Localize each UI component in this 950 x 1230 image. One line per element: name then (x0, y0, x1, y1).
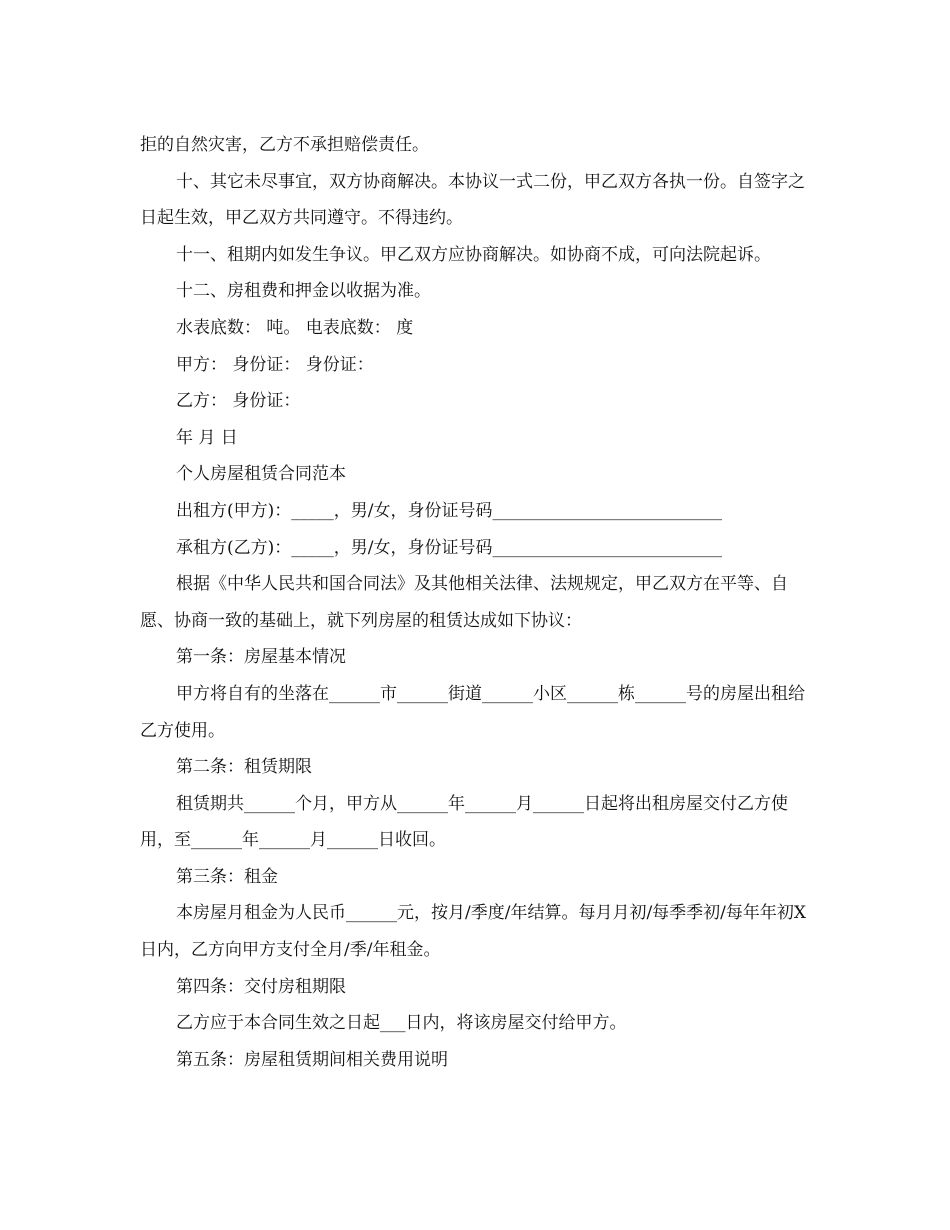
article-1-body: 甲方将自有的坐落在______市______街道______小区______栋______号的房屋出租给乙方使用。 (140, 683, 805, 741)
article-1-heading: 第一条：房屋基本情况 (176, 647, 346, 668)
lessor-line: 出租方(甲方)：_____，男/女，身份证号码___________________________ (176, 500, 722, 521)
party-a-signature-line: 甲方： 身份证： 身份证： (176, 354, 374, 375)
lessee-line: 承租方(乙方)：_____，男/女，身份证号码___________________________ (176, 537, 722, 558)
meter-readings-line: 水表底数： 吨。 电表底数： 度 (176, 317, 414, 338)
paragraph-clause-12: 十二、房租费和押金以收据为准。 (176, 281, 431, 302)
article-5-heading: 第五条：房屋租赁期间相关费用说明 (176, 1049, 448, 1070)
article-2-heading: 第二条：租赁期限 (176, 757, 312, 778)
paragraph-clause-11: 十一、租期内如发生争议。甲乙双方应协商解决。如协商不成，可向法院起诉。 (176, 244, 771, 265)
preamble-paragraph: 根据《中华人民共和国合同法》及其他相关法律、法规规定，甲乙双方在平等、自愿、协商一致的基础上，就下列房屋的租赁达成如下协议： (140, 574, 788, 631)
article-4-heading: 第四条：交付房租期限 (176, 976, 346, 997)
article-4-body: 乙方应于本合同生效之日起___日内，将该房屋交付给甲方。 (176, 1013, 627, 1034)
contract-title: 个人房屋租赁合同范本 (176, 464, 346, 485)
date-line: 年 月 日 (176, 427, 238, 448)
document-body (140, 127, 812, 1078)
paragraph-continuation: 拒的自然灾害，乙方不承担赔偿责任。 (140, 135, 429, 155)
article-3-heading: 第三条：租金 (176, 866, 278, 887)
party-b-signature-line: 乙方： 身份证： (176, 391, 301, 412)
article-2-body: 租赁期共______个月，甲方从______年______月______日起将出租房屋交付乙方使用，至______年______月______日收回。 (140, 793, 788, 851)
article-3-body: 本房屋月租金为人民币______元，按月/季度/年结算。每月月初/每季季初/每年年初X日内，乙方向甲方支付全月/季/年租金。 (140, 903, 807, 961)
paragraph-clause-10: 十、其它未尽事宜，双方协商解决。本协议一式二份，甲乙双方各执一份。自签字之日起生效，甲乙双方共同遵守。不得违约。 (140, 171, 805, 229)
